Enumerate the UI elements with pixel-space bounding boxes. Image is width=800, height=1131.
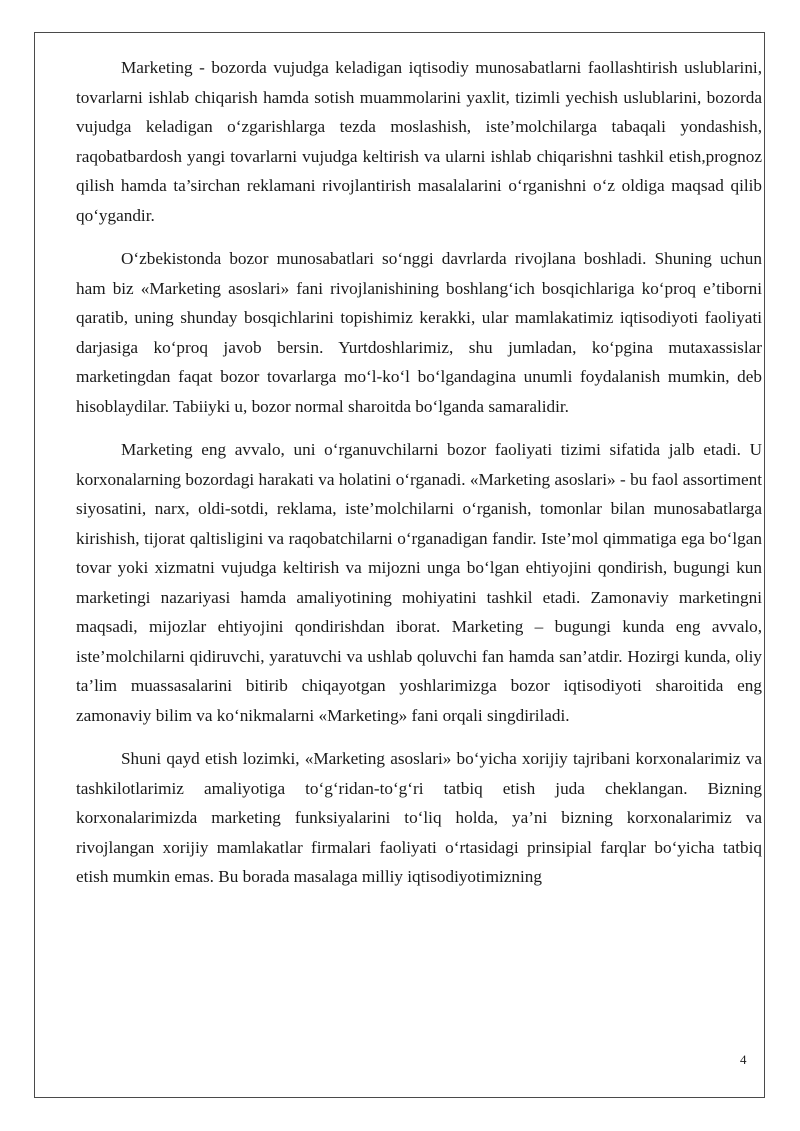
paragraph-1: Marketing - bozorda vujudga keladigan iqtisodiy munosabatlarni faollashtirish uslublarini, tovarlarni ishlab chiqarish hamda sotish muammolarini yaxlit, tizimli yechish uslublarini, bozorda vujudga keladigan o‘zgarishlarga tezda moslashish, iste’molchilarga tabaqali yondashish, raqobatbardosh yangi tovarlarni vujudga keltirish va ularni ishlab chiqarishni tashkil etish,prognoz qilish hamda ta’sirchan reklamani rivojlantirish masalalarini o‘rganishni o‘z oldiga maqsad qilib qo‘ygandir. — [76, 58, 762, 225]
paragraph-4: Shuni qayd etish lozimki, «Marketing asoslari» bo‘yicha xorijiy tajribani korxonalarimiz va tashkilotlarimiz amaliyotiga to‘g‘ridan-to‘g‘ri tatbiq etish juda cheklangan. Bizning korxonalarimizda marketing funksiyalarini to‘liq holda, ya’ni bizning korxonalarimiz va rivojlangan xorijiy mamlakatlar firmalari faoliyati o‘rtasidagi prinsipial farqlar bo‘yicha tatbiq etish mumkin emas. Bu borada masalaga milliy iqtisodiyotimizning — [76, 749, 762, 886]
paragraph-3: Marketing eng avvalo, uni o‘rganuvchilarni bozor faoliyati tizimi sifatida jalb etadi. U korxonalarning bozordagi harakati va holatini o‘rganadi. «Marketing asoslari» - bu faol assortiment siyosatini, narx, oldi-sotdi, reklama, iste’molchilarni o‘rganish, tomonlar bilan munosabatlarga kirishish, tijorat qaltisligini va raqobatchilarni o‘rganadigan fandir. Iste’mol qimmatiga ega bo‘lgan tovar yoki xizmatni vujudga keltirish va mijozni unga bo‘lgan ehtiyojini qondirish, bugungi kun marketingi nazariyasi hamda amaliyotining mohiyatini tashkil etadi. Zamonaviy marketingni maqsadi, mijozlar ehtiyojini qondirishdan iborat. Marketing – bugungi kunda eng avvalo, iste’molchilarni qidiruvchi, yaratuvchi va ushlab qoluvchi fan hamda san’atdir. Hozirgi kunda, oliy ta’lim muassasalarini bitirib chiqayotgan yoshlarimizga bozor iqtisodiyoti sharoitida eng zamonaviy bilim va ko‘nikmalarni «Marketing» fani orqali singdiriladi. — [76, 440, 762, 725]
paragraph-2: O‘zbekistonda bozor munosabatlari so‘nggi davrlarda rivojlana boshladi. Shuning uchun ham biz «Marketing asoslari» fani rivojlanishining boshlang‘ich bosqichlariga ko‘proq e’tiborni qaratib, uning shunday bosqichlarini topishimiz kerakki, ular mamlakatimiz iqtisodiyoti faoliyati darjasiga ko‘proq javob bersin. Yurtdoshlarimiz, shu jumladan, ko‘pgina mutaxassislar marketingdan faqat bozor tovarlarga mo‘l-ko‘l bo‘lgandagina unumli foydalanish mumkin, deb hisoblaydilar. Tabiiyki u, bozor normal sharoitda bo‘lganda samaralidir. — [76, 249, 762, 416]
document-body — [76, 53, 762, 906]
page-number: 4 — [740, 1052, 747, 1067]
